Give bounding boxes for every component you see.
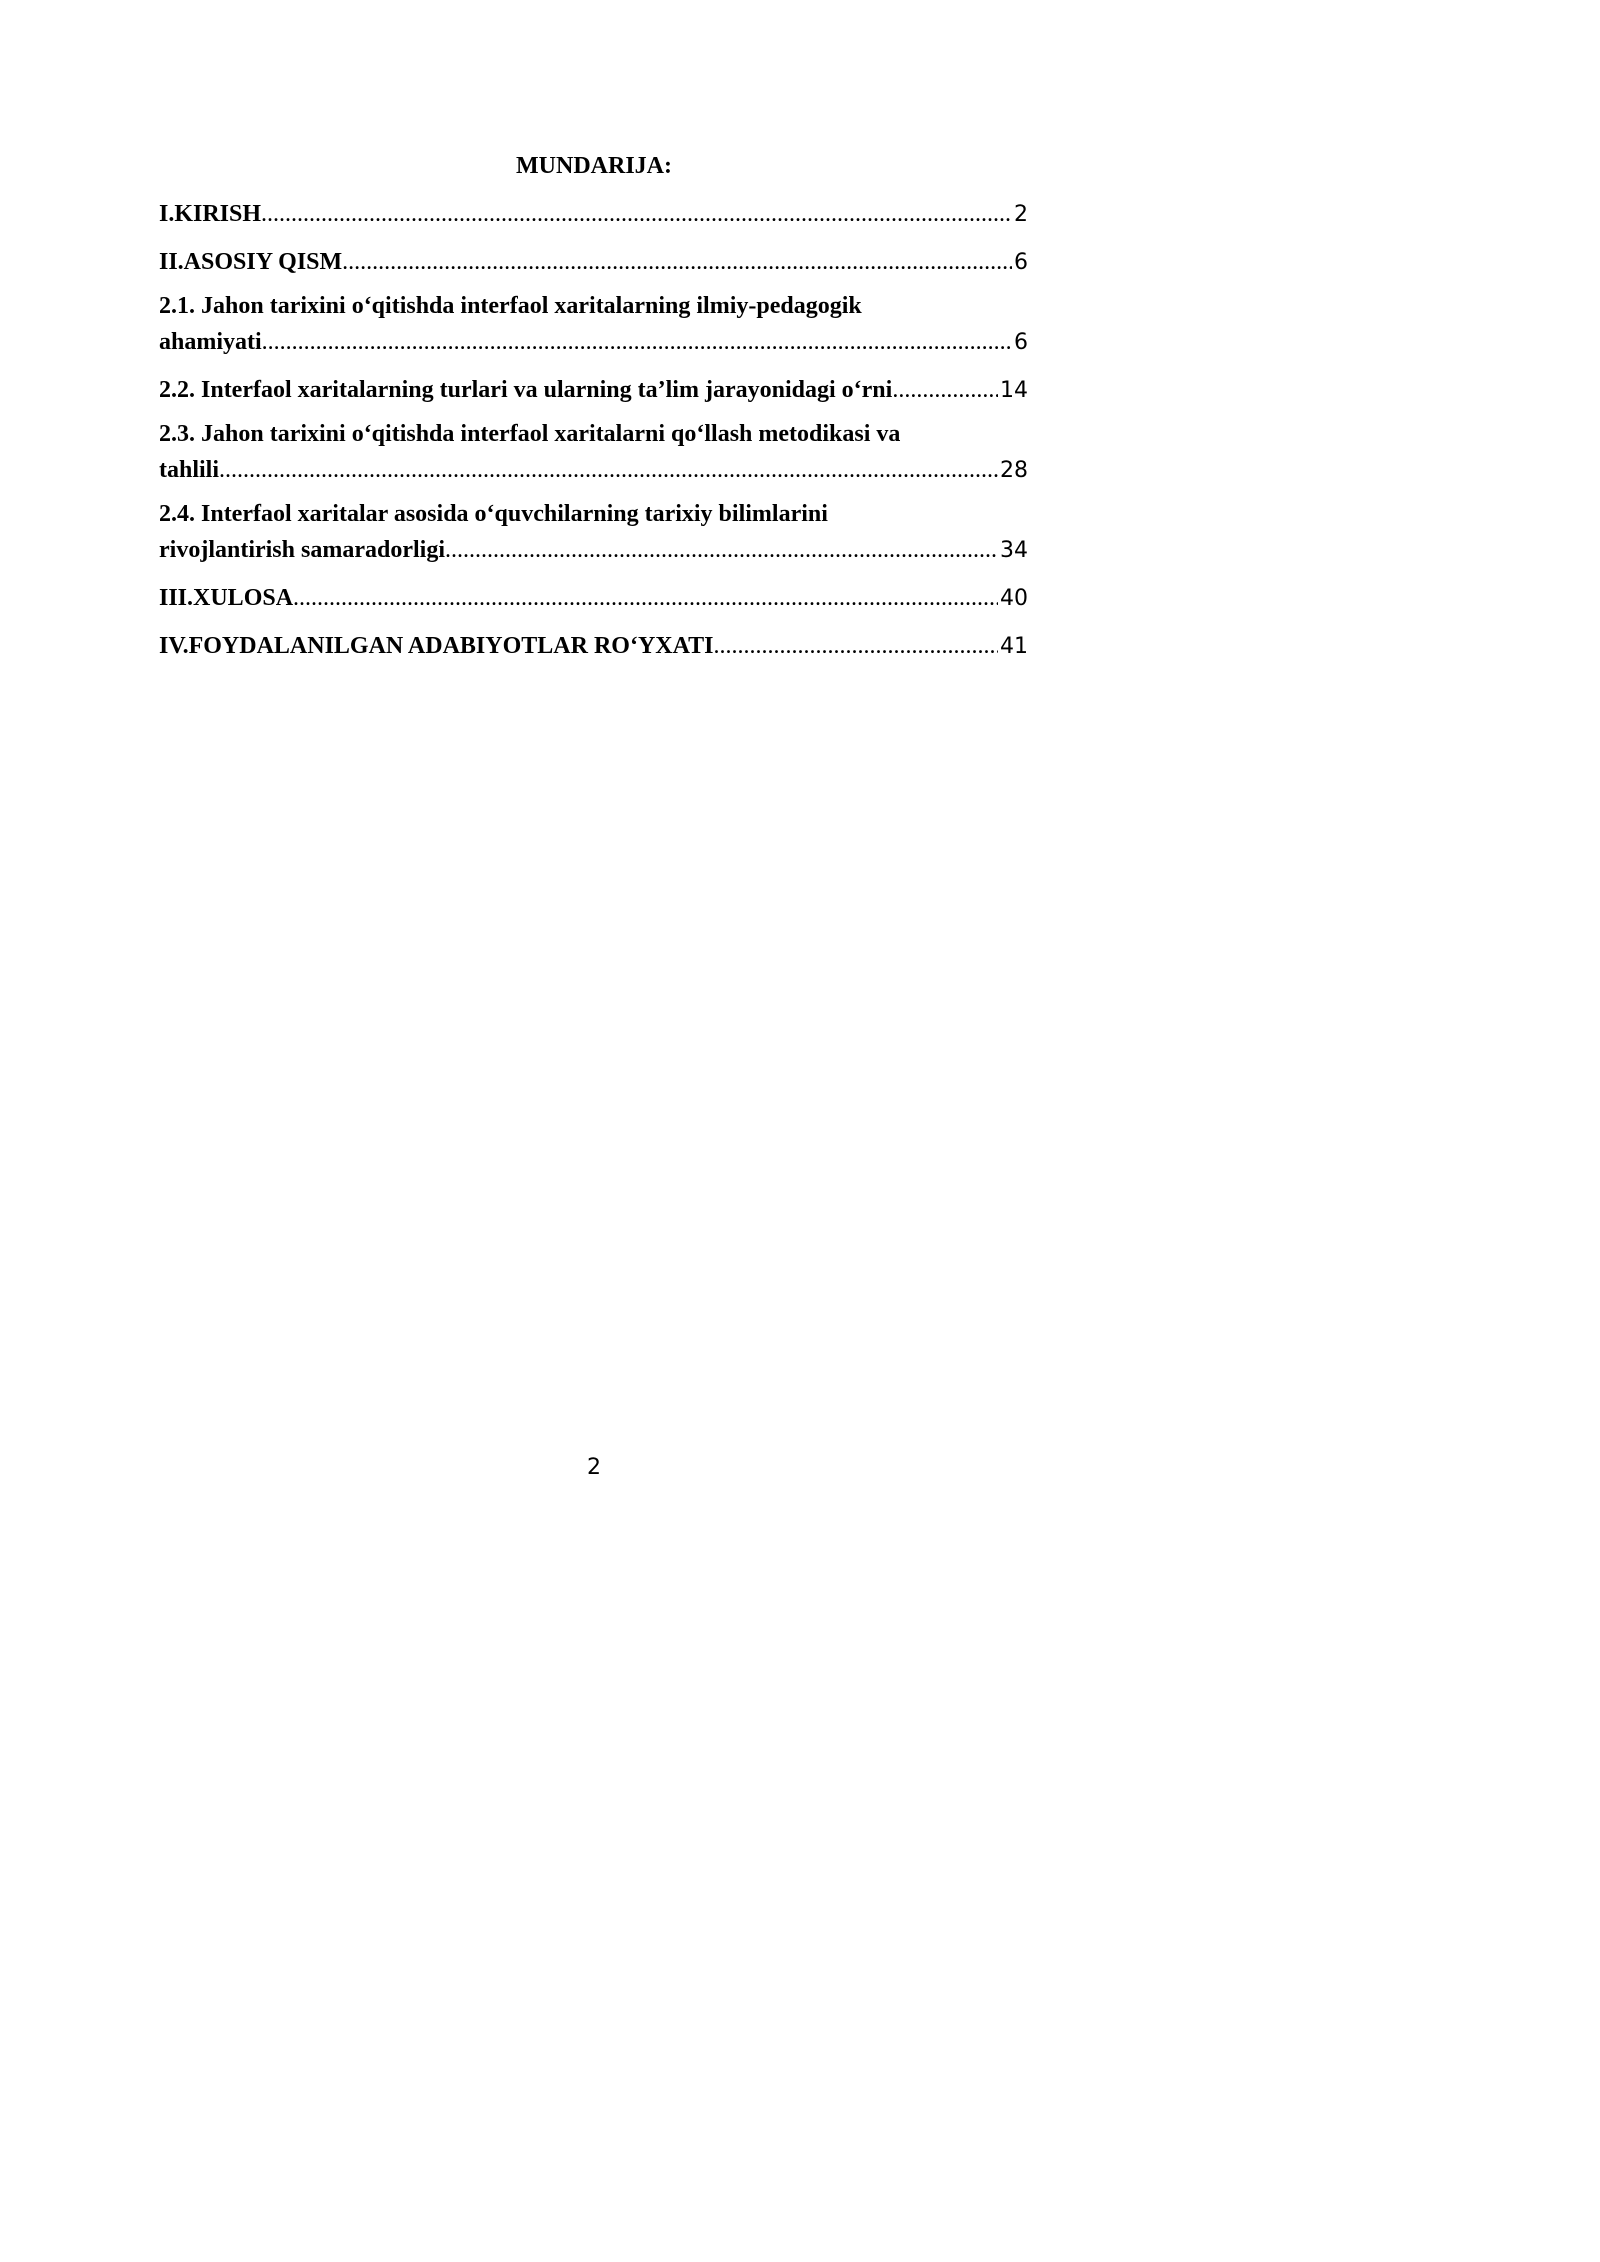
toc-entry-title-line2: tahlili [159,457,220,483]
toc-entry-title: 2.2. Interfaol xaritalarning turlari va ularning ta’lim jarayonidagi o‘rni [159,377,893,403]
dot-leader [892,372,998,408]
dot-leader [342,244,1012,280]
dot-leader [262,324,1012,360]
toc-entry-2-3[interactable] [159,416,1028,489]
toc-entry-title-line1: 2.4. Interfaol xaritalar asosida o‘quvchilarning tarixiy bilimlarini [159,501,828,527]
document-page [0,0,1102,1559]
dot-leader [714,628,998,664]
dot-leader [445,532,998,568]
toc-entry-title: II.ASOSIY QISM [159,249,343,275]
toc-entry-page: 6 [1014,250,1028,275]
toc-entry-line [159,196,1028,233]
toc-entry-title: III.XULOSA [159,585,294,611]
toc-entry-xulosa[interactable] [159,580,1028,617]
toc-entry-2-1[interactable] [159,288,1028,361]
dot-leader [293,580,998,616]
toc-entry-title-line1: 2.3. Jahon tarixini o‘qitishda interfaol xaritalarni qo‘llash metodikasi va [159,421,901,447]
toc-entry-line [159,580,1028,617]
toc-entry-page: 41 [1000,634,1028,659]
toc-entry-title: IV.FOYDALANILGAN ADABIYOTLAR RO‘YXATI [159,633,714,659]
toc-entry-title-line2: ahamiyati [159,329,262,355]
dot-leader [219,452,998,488]
toc-entry-asosiy-qism[interactable] [159,244,1028,281]
toc-entry-page: 6 [1014,330,1028,355]
toc-entry-line [159,452,1028,489]
toc-entry-page: 28 [1000,458,1028,483]
toc-entry-page: 40 [1000,586,1028,611]
toc-entry-2-2[interactable] [159,372,1028,409]
toc-entry-page: 14 [1000,378,1028,403]
toc-entry-page: 34 [1000,538,1028,563]
toc-entry-kirish[interactable] [159,196,1028,233]
toc-title: MUNDARIJA: [516,153,672,179]
page-number: 2 [587,1455,601,1480]
dot-leader [261,196,1012,232]
toc-entry-line [159,372,1028,409]
toc-entry-adabiyotlar[interactable] [159,628,1028,665]
toc-entry-title-line2: rivojlantirish samaradorligi [159,537,445,563]
toc-entry-2-4[interactable] [159,496,1028,569]
toc-entry-line [159,324,1028,361]
toc-entry-page: 2 [1014,202,1028,227]
toc-entry-title-line1: 2.1. Jahon tarixini o‘qitishda interfaol xaritalarning ilmiy-pedagogik [159,293,862,319]
toc-entry-line [159,628,1028,665]
toc-entry-line [159,532,1028,569]
toc-entry-line [159,244,1028,281]
toc-entry-title: I.KIRISH [159,201,262,227]
